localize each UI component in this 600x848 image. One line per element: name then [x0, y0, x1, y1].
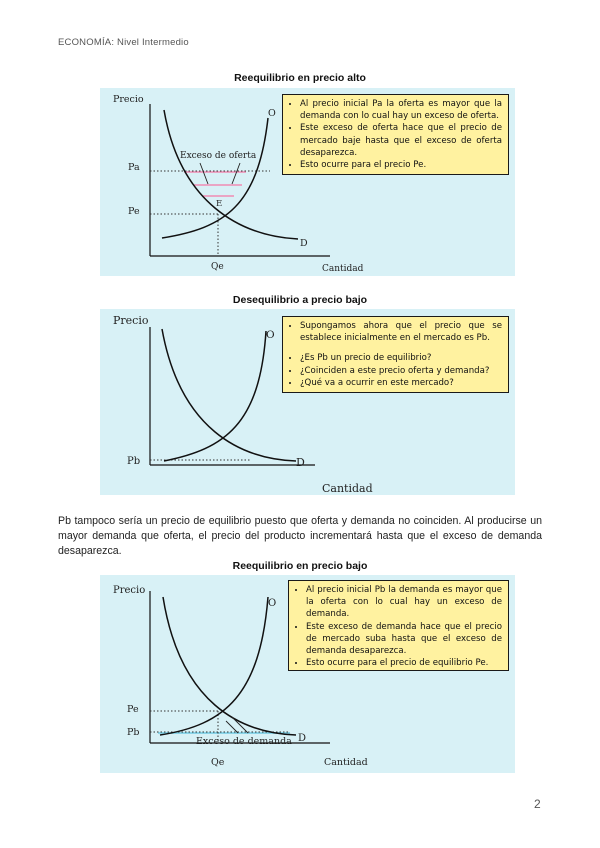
x-axis-label: Cantidad — [322, 264, 364, 274]
note-item: • Al precio inicial Pb la demanda es mayor que la oferta con lo cual hay un exceso de demanda. — [306, 584, 502, 621]
demand-label: D — [296, 456, 305, 469]
note-item: • Esto ocurre para el precio Pe. — [300, 159, 502, 171]
figure1-panel — [100, 88, 515, 276]
pe-label: Pe — [128, 206, 140, 217]
figure1-title: Reequilibrio en precio alto — [234, 72, 366, 84]
equilibrium-label: E — [216, 199, 223, 209]
pb-label: Pb — [127, 456, 141, 467]
note-item: • Este exceso de oferta hace que el precio de mercado baje hasta que el exceso de oferta desaparezca. — [300, 122, 502, 159]
note-item: • Esto ocurre para el precio de equilibrio Pe. — [306, 657, 502, 669]
x-axis-label: Cantidad — [322, 482, 373, 495]
pa-label: Pa — [128, 162, 140, 173]
qe-label: Qe — [211, 262, 224, 272]
annotation-arrow-left — [200, 163, 208, 184]
figure3-note — [288, 580, 509, 671]
figure2-title: Desequilibrio a precio bajo — [232, 294, 368, 306]
supply-label: O — [268, 598, 277, 609]
figure2-note — [282, 316, 509, 393]
demand-label: D — [298, 733, 307, 744]
figure1-note — [282, 94, 509, 175]
supply-curve — [160, 597, 268, 735]
explanation-paragraph: Pb tampoco sería un precio de equilibrio puesto que oferta y demanda no coinciden. Al producirse un mayor demanda que oferta, el precio del producto incrementará hasta que el exceso de demanda desaparezca. — [58, 515, 542, 557]
supply-label: O — [268, 108, 276, 119]
supply-curve — [162, 118, 268, 238]
note-item: • ¿Qué va a ocurrir en este mercado? — [300, 377, 502, 389]
demand-curve — [164, 110, 298, 239]
demand-curve — [163, 597, 296, 735]
note-item: • Supongamos ahora que el precio que se establece inicialmente en el mercado es Pb. — [300, 320, 502, 344]
annotation-arrow-right — [232, 163, 240, 184]
figure3-panel — [100, 575, 515, 773]
y-axis-label: Precio — [113, 94, 144, 105]
note-item: • Al precio inicial Pa la oferta es mayor que la demanda con lo cual hay un exceso de oferta. — [300, 98, 502, 122]
figure3-title: Reequilibrio en precio bajo — [232, 560, 368, 572]
supply-curve — [164, 331, 266, 461]
demand-curve — [162, 329, 296, 461]
excess-demand-annotation: Exceso de demanda — [196, 736, 292, 747]
y-axis-label: Precio — [113, 314, 149, 327]
demand-label: D — [300, 238, 308, 249]
note-item: • Este exceso de demanda hace que el precio de mercado suba hasta que el exceso de demanda desaparezca. — [306, 621, 502, 658]
y-axis-label: Precio — [113, 585, 146, 596]
figure2-panel — [100, 309, 515, 495]
note-item: • ¿Coinciden a este precio oferta y demanda? — [300, 365, 502, 377]
page-number: 2 — [534, 797, 541, 811]
supply-label: O — [266, 329, 275, 341]
excess-supply-annotation: Exceso de oferta — [180, 151, 257, 161]
pb-label: Pb — [127, 727, 140, 738]
pe-label: Pe — [127, 704, 139, 715]
note-item: • ¿Es Pb un precio de equilibrio? — [300, 352, 502, 364]
page-header: ECONOMÍA: Nivel Intermedio — [58, 37, 189, 48]
x-axis-label: Cantidad — [324, 757, 368, 768]
qe-label: Qe — [211, 757, 225, 768]
annotation-arrow-left — [226, 721, 238, 733]
